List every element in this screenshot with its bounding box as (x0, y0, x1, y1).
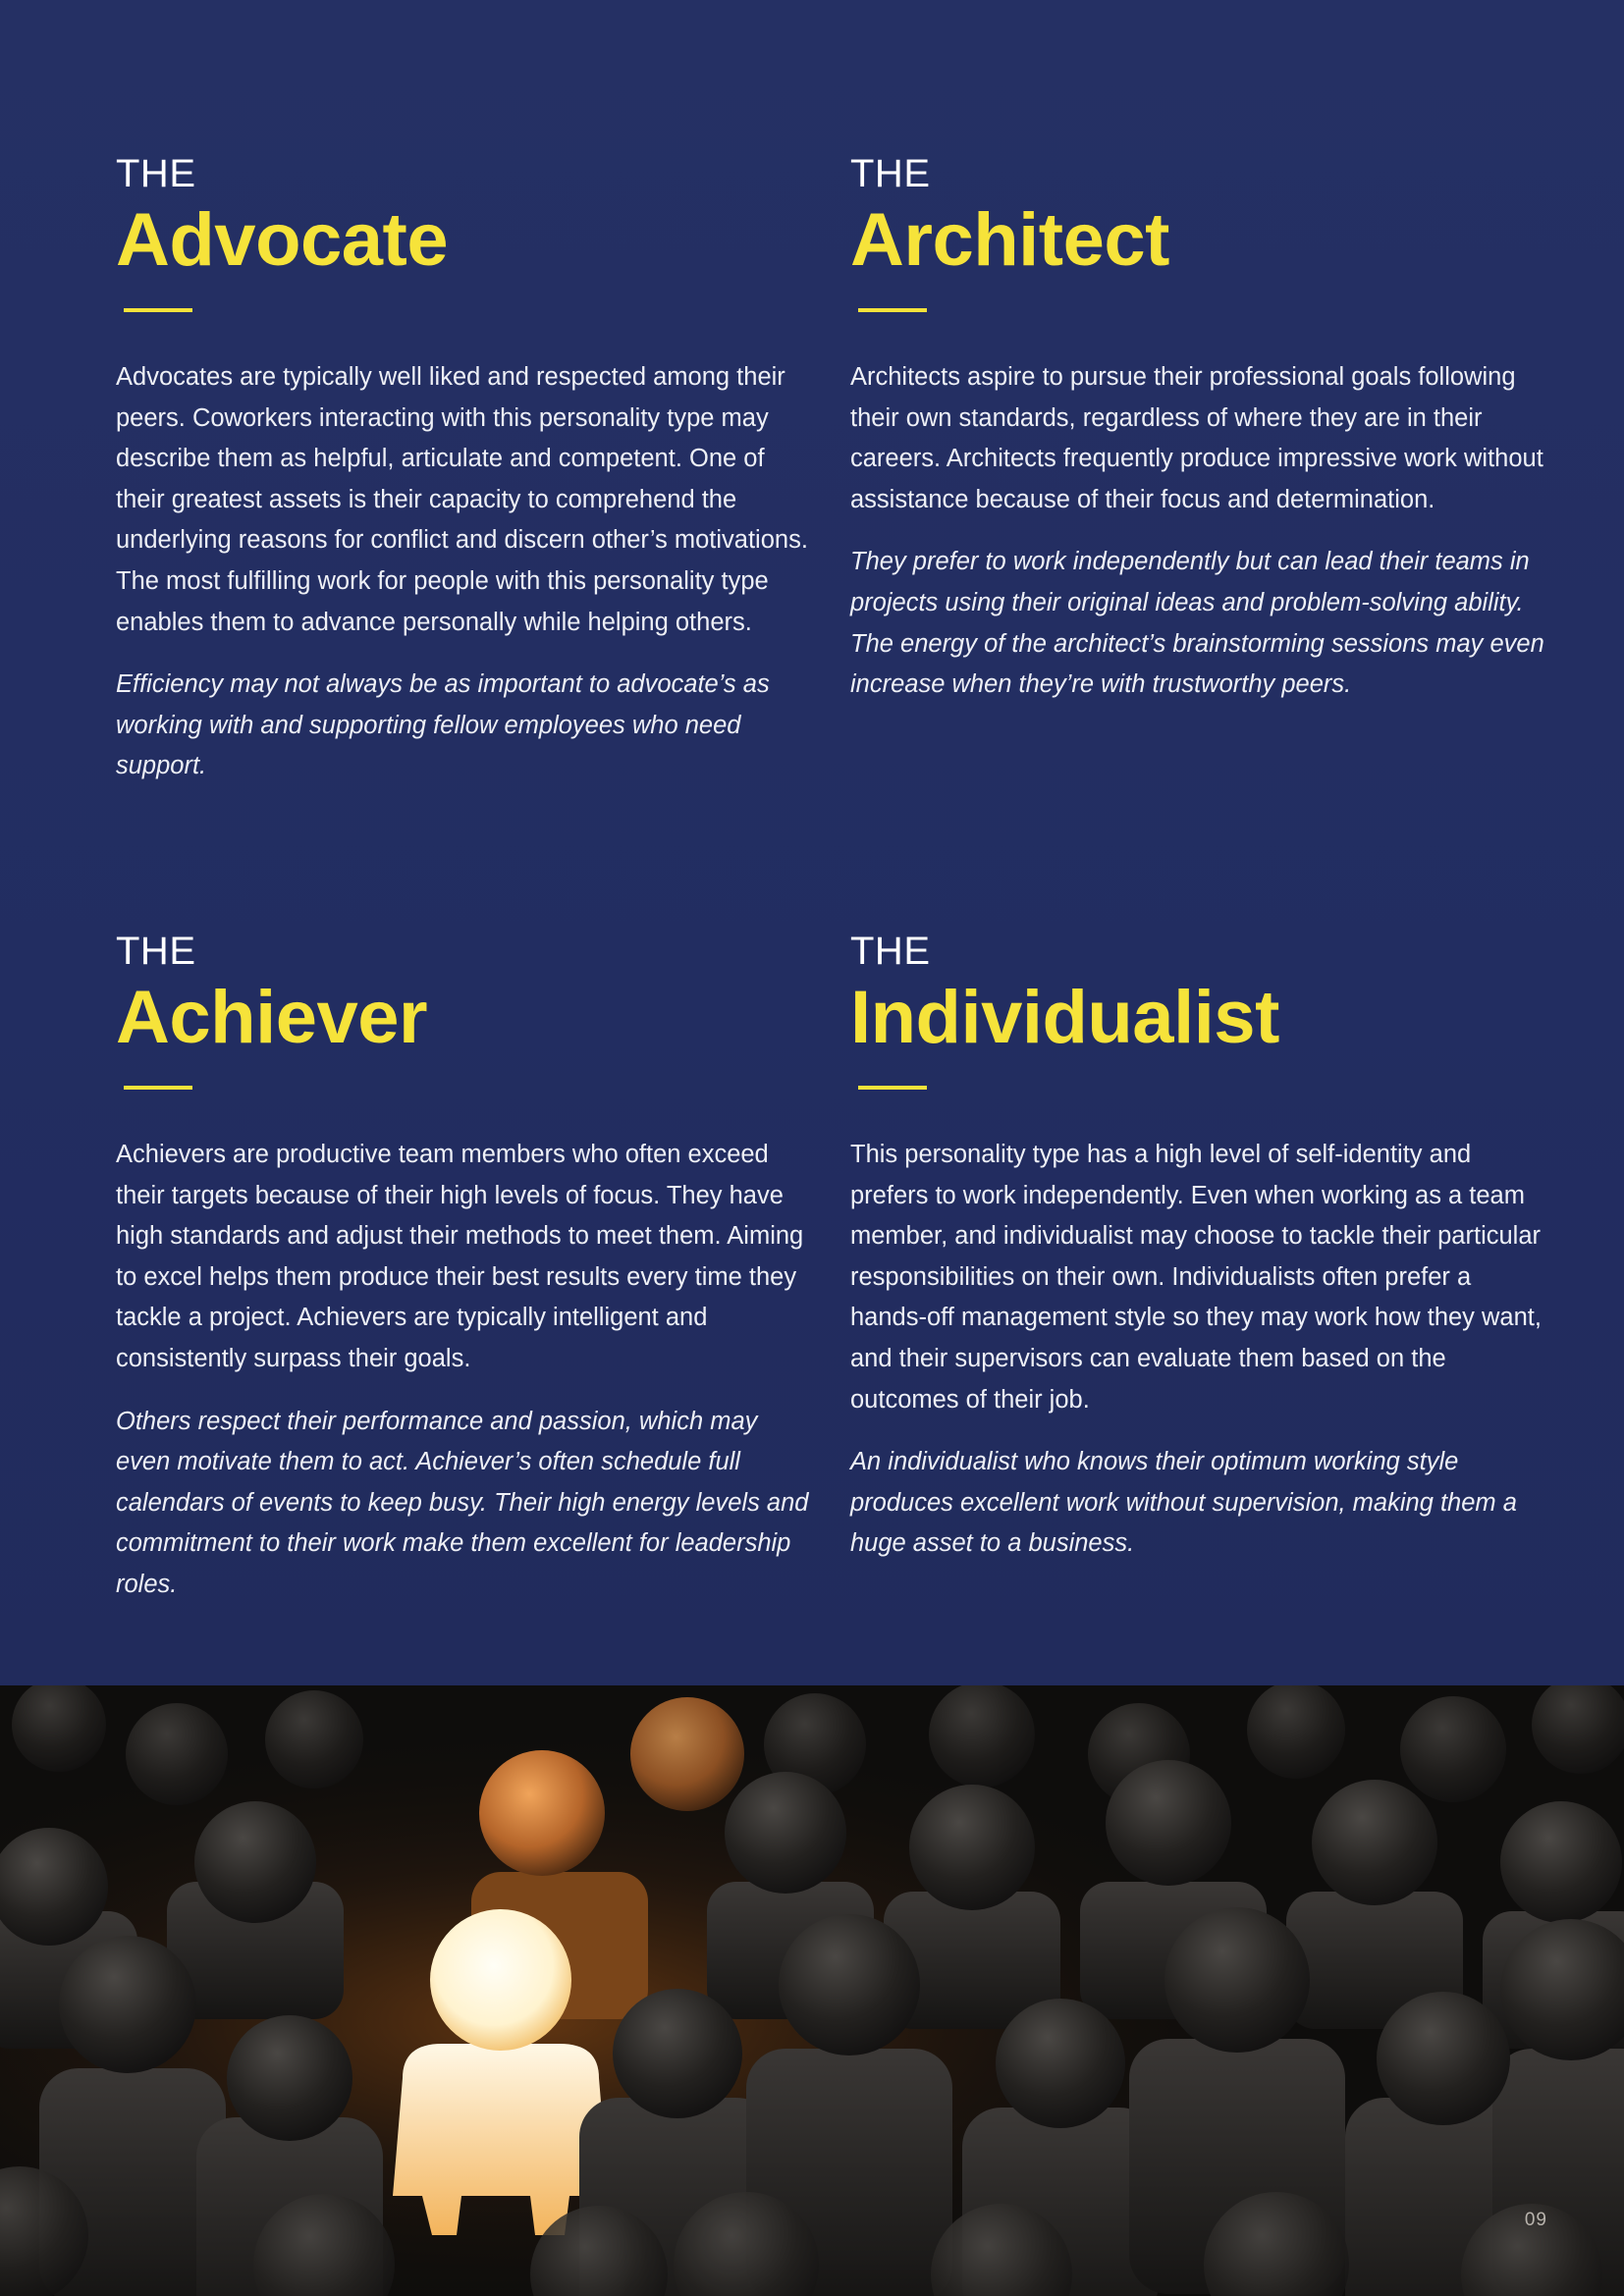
section-prefix: THE (850, 152, 931, 195)
section-advocate (116, 149, 813, 787)
section-title: Achiever (116, 976, 428, 1059)
section-body: Architects aspire to pursue their professional goals following their own standards, regardless of where they are in their careers. Architects frequently produce impressive work without assistance because of their focus and determination. (850, 363, 1543, 513)
section-title: Architect (850, 198, 1169, 282)
crowd-photo (0, 1685, 1624, 2296)
section-body: Achievers are productive team members who often exceed their targets because of their high levels of focus. They have high standards and adjust their methods to meet them. Aiming to excel helps them produce their best results every time they tackle a project. Achievers are typically intelligent and consistently surpass their goals. (116, 1141, 804, 1372)
title-underline (858, 308, 927, 312)
section-architect (850, 149, 1547, 706)
section-individualist (850, 927, 1547, 1565)
title-underline (124, 1086, 192, 1090)
section-achiever (116, 927, 813, 1606)
section-title: Individualist (850, 976, 1279, 1059)
section-body: This personality type has a high level of self-identity and prefers to work independently. Even when working as a team member, and individualist may choose to tackle their particular responsibilities on their own. Individualists often prefer a hands-off management style so they may work how they want, and their supervisors can evaluate them based on the outcomes of their job. (850, 1141, 1542, 1414)
title-underline (858, 1086, 927, 1090)
section-body: Advocates are typically well liked and respected among their peers. Coworkers interacting with this personality type may describe them as helpful, articulate and competent. One of their greatest assets is their capacity to comprehend the underlying reasons for conflict and discern other’s motivations. The most fulfilling work for people with this personality type enables them to advance personally while helping others. (116, 363, 808, 636)
section-prefix: THE (116, 930, 196, 973)
title-underline (124, 308, 192, 312)
section-body-italic: An individualist who knows their optimum working style produces excellent work without supervision, making them a huge asset to a business. (850, 1448, 1517, 1558)
section-prefix: THE (850, 930, 931, 973)
crowd-figures-icon (0, 1685, 1624, 2296)
section-body-italic: They prefer to work independently but can lead their teams in projects using their original ideas and problem-solving ability. The energy of the architect’s brainstorming sessions may even increase when they’re with trustworthy peers. (850, 548, 1544, 699)
section-prefix: THE (116, 152, 196, 195)
section-body-italic: Others respect their performance and passion, which may even motivate them to act. Achiever’s often schedule full calendars of events to keep busy. Their high energy levels and commitment to their work make them excellent for leadership roles. (116, 1407, 809, 1598)
section-title: Advocate (116, 198, 449, 282)
page-number: 09 (1524, 2210, 1547, 2230)
section-body-italic: Efficiency may not always be as important to advocate’s as working with and supporting fellow employees who need support. (116, 670, 770, 780)
